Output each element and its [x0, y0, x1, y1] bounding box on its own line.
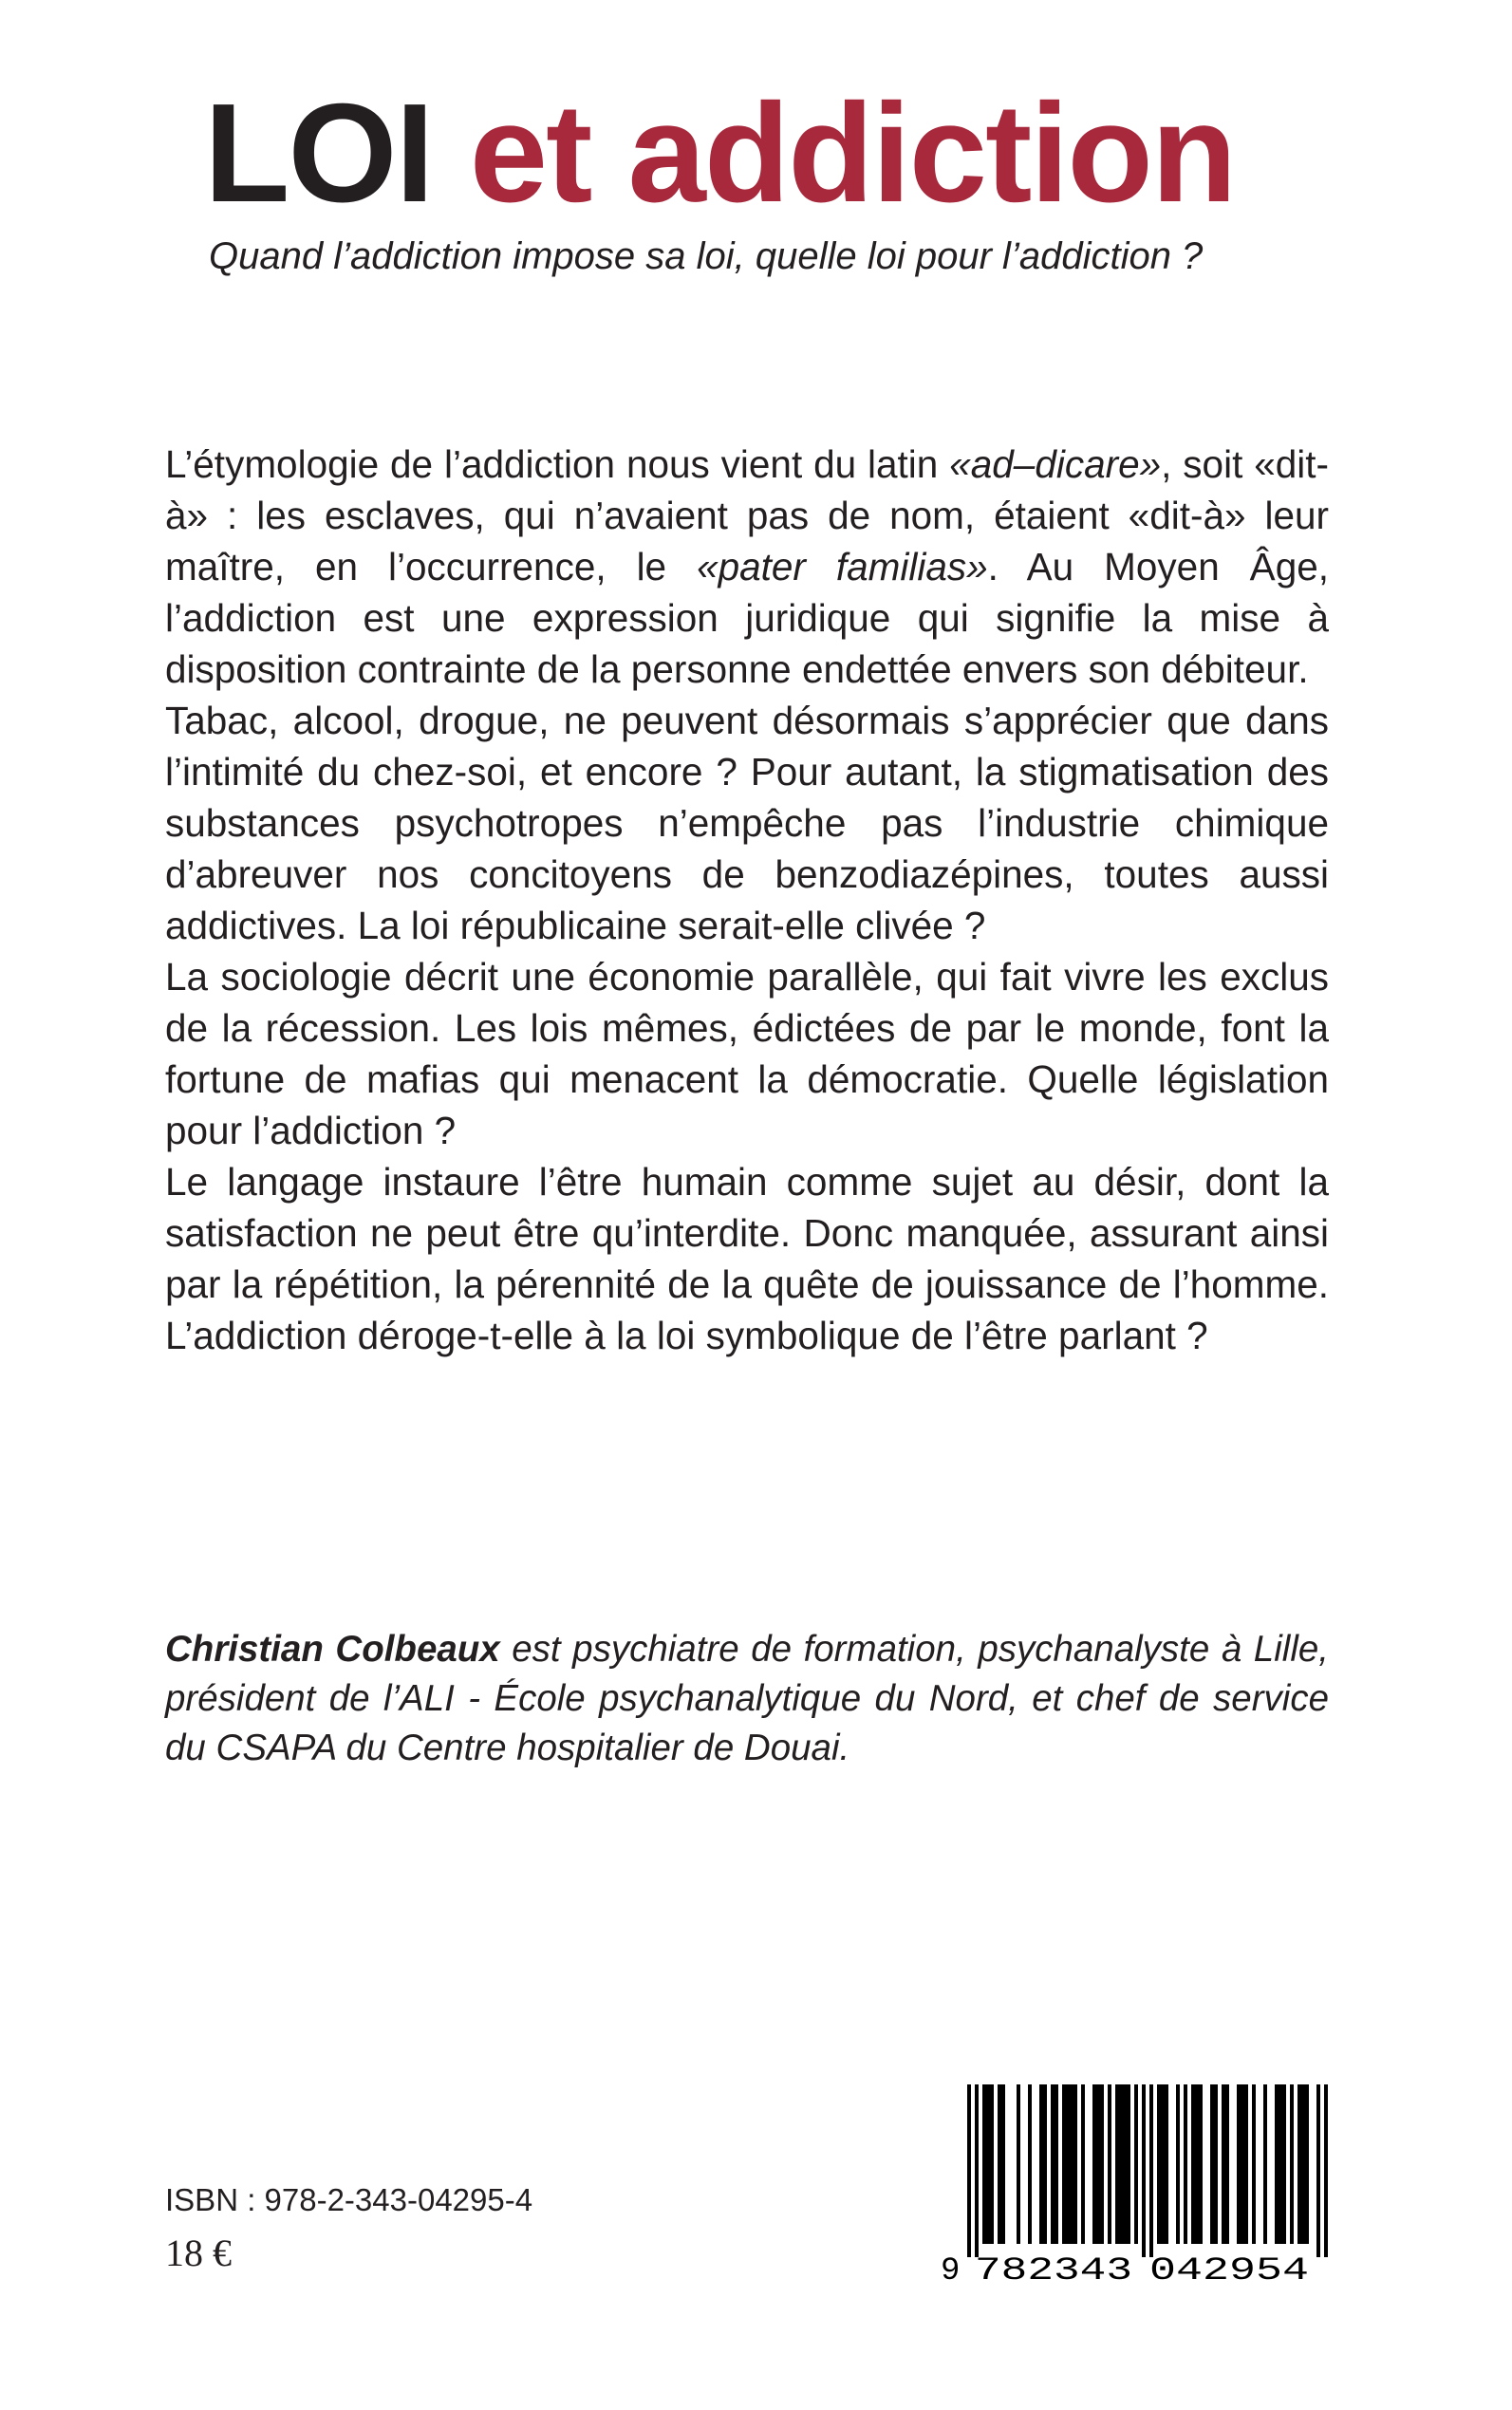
- barcode-bar: [990, 2084, 994, 2244]
- barcode-bar: [1066, 2084, 1070, 2244]
- barcode-left-digits: 782343: [975, 2253, 1132, 2288]
- author-name: Christian Colbeaux: [165, 1629, 500, 1670]
- barcode-bar: [982, 2084, 986, 2244]
- barcode-bar: [1297, 2084, 1301, 2244]
- barcode-bar: [998, 2084, 1001, 2244]
- title-loi: LOI: [204, 75, 433, 232]
- barcode-bar: [1001, 2084, 1005, 2244]
- barcode-bar: [1195, 2084, 1199, 2244]
- blurb-paragraph-1: [165, 439, 1329, 695]
- blurb-paragraph-3: La sociologie décrit une économie parallèle, qui fait vivre les exclus de la récession. Les lois mêmes, édictées de par le monde, font la fortune de mafias qui menacent la démocratie. Quelle législation pour l’addiction ?: [165, 955, 1329, 1152]
- barcode-bar: [1161, 2084, 1165, 2244]
- book-subtitle: Quand l’addiction impose sa loi, quelle loi pour l’addiction ?: [209, 235, 1204, 277]
- barcode-bar: [1184, 2084, 1187, 2244]
- barcode-bar: [1142, 2084, 1146, 2257]
- barcode-bar: [1070, 2084, 1073, 2244]
- barcode-bar: [1096, 2084, 1100, 2244]
- barcode-bar: [1149, 2084, 1153, 2257]
- isbn: ISBN : 978-2-343-04295-4: [165, 2182, 533, 2217]
- barcode-bar: [1157, 2084, 1161, 2244]
- p1-text-a: L’étymologie de l’addiction nous vient du latin: [165, 442, 950, 486]
- author-bio: [165, 1625, 1329, 1773]
- barcode-bar: [1305, 2084, 1309, 2244]
- blurb-paragraph-4: Le langage instaure l’être humain comme sujet au désir, dont la satisfaction ne peut être qu’interdite. Donc manquée, assurant ainsi par la répétition, la pérennité de la quête de jouissance de l’homme. L’addiction déroge-t-elle à la loi symbolique de l’être parlant ?: [165, 1160, 1329, 1357]
- back-cover-blurb: [165, 439, 1329, 1361]
- barcode-bar: [1244, 2084, 1248, 2244]
- title-et-addiction: et addiction: [469, 75, 1236, 232]
- barcode-graphic: [935, 2084, 1343, 2288]
- barcode-bar: [986, 2084, 990, 2244]
- barcode-right-digits: 042954: [1149, 2253, 1309, 2288]
- barcode-bar: [1263, 2084, 1267, 2244]
- barcode-bar: [1282, 2084, 1286, 2244]
- barcode-bar: [1237, 2084, 1241, 2244]
- barcode-bar: [1028, 2084, 1032, 2244]
- p1-pater-familias: «pater familias»: [697, 545, 988, 588]
- barcode-bars: [967, 2084, 1328, 2257]
- barcode-bar: [1039, 2084, 1043, 2244]
- barcode-bar: [1275, 2084, 1279, 2244]
- barcode-bar: [1055, 2084, 1058, 2244]
- barcode: [935, 2084, 1343, 2288]
- barcode-bar: [1210, 2084, 1214, 2244]
- barcode-bar: [1043, 2084, 1047, 2244]
- barcode-bar: [1191, 2084, 1195, 2244]
- barcode-bar: [1123, 2084, 1127, 2244]
- barcode-bar: [1081, 2084, 1085, 2244]
- p1-text-b: , soit «dit-à» : les esclaves, qui n’avaient pas de nom, étaient «dit-à» leur maître, en l’occurrence, le: [165, 442, 1329, 588]
- author-bio-text: est psychiatre de formation, psychanalyste à Lille, président de l’ALI - École psychanalytique du Nord, et chef de service du CSAPA du Centre hospitalier de Douai.: [165, 1629, 1329, 1768]
- barcode-bar: [1115, 2084, 1119, 2244]
- barcode-bar: [975, 2084, 979, 2257]
- barcode-bar: [1017, 2084, 1020, 2244]
- p1-latin-term: «ad–dicare»: [949, 442, 1162, 486]
- barcode-bar: [1127, 2084, 1130, 2244]
- p1-text-c: . Au Moyen Âge, l’addiction est une expression juridique qui signifie la mise à disposition contrainte de la personne endettée envers son débiteur.: [165, 545, 1329, 691]
- barcode-bar: [1252, 2084, 1256, 2244]
- barcode-first-digit: 9: [941, 2253, 961, 2288]
- barcode-bar: [1134, 2084, 1138, 2244]
- barcode-bar: [1290, 2084, 1294, 2244]
- barcode-bar: [1316, 2084, 1320, 2257]
- barcode-bar: [1214, 2084, 1218, 2244]
- barcode-bar: [1119, 2084, 1123, 2244]
- barcode-bar: [1062, 2084, 1066, 2244]
- barcode-bar: [1100, 2084, 1104, 2244]
- barcode-bar: [1051, 2084, 1055, 2244]
- barcode-bar: [1225, 2084, 1229, 2244]
- barcode-bar: [1301, 2084, 1305, 2244]
- barcode-bar: [1324, 2084, 1328, 2257]
- barcode-bar: [1241, 2084, 1244, 2244]
- barcode-bar: [1279, 2084, 1282, 2244]
- barcode-bar: [1222, 2084, 1225, 2244]
- book-title: [204, 75, 1236, 232]
- price: 18 €: [165, 2232, 232, 2274]
- blurb-paragraph-2: Tabac, alcool, drogue, ne peuvent désormais s’apprécier que dans l’intimité du chez-soi, et encore ? Pour autant, la stigmatisation des substances psychotropes n’empêche pas l’industrie chimique d’abreuver nos concitoyens de benzodiazépines, toutes aussi addictives. La loi républicaine serait-elle clivée ?: [165, 699, 1329, 947]
- barcode-bar: [1108, 2084, 1111, 2244]
- barcode-bar: [1176, 2084, 1180, 2244]
- barcode-bar: [1092, 2084, 1096, 2244]
- barcode-bar: [967, 2084, 971, 2257]
- barcode-bar: [1073, 2084, 1077, 2244]
- barcode-bar: [1165, 2084, 1168, 2244]
- barcode-bar: [1199, 2084, 1203, 2244]
